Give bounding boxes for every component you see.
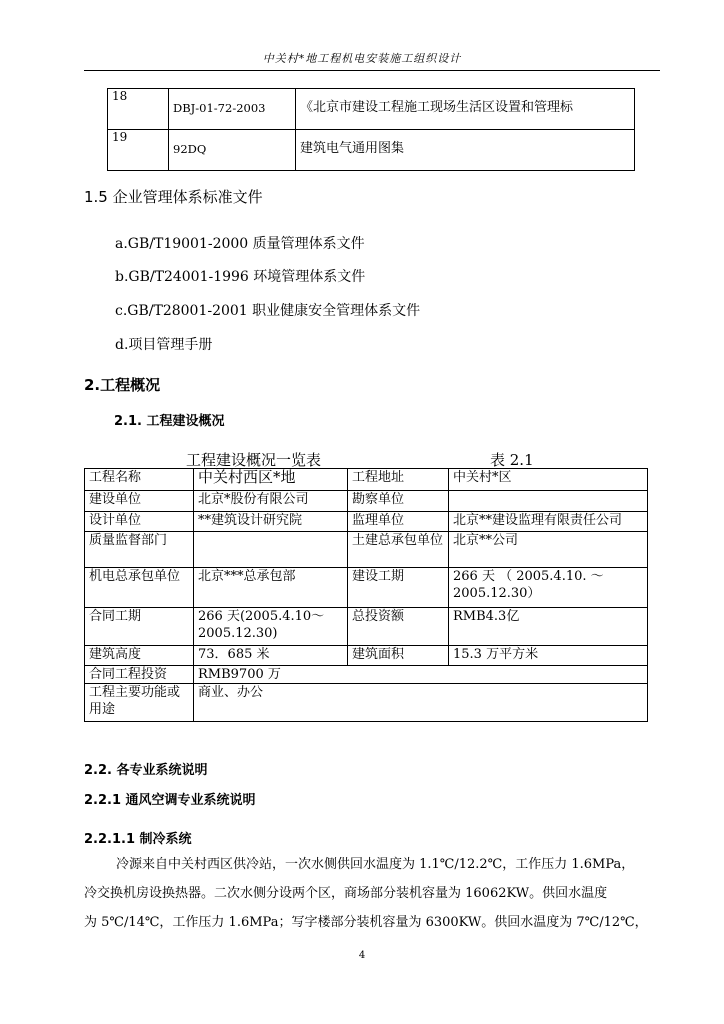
table-row [85, 532, 648, 568]
value-cell: 15.3 万平方米 [449, 646, 648, 666]
table-row [85, 666, 648, 684]
section-heading-1-5: 1.5 企业管理体系标准文件 [84, 188, 263, 206]
value-cell: **建筑设计研究院 [194, 512, 348, 532]
standard-code: 92DQ [169, 130, 296, 171]
standard-title: 建筑电气通用图集 [296, 130, 635, 171]
value-cell: 266 天 （ 2005.4.10. ～ 2005.12.30） [449, 568, 648, 608]
value-cell: 北京*股份有限公司 [194, 491, 348, 512]
table-row [85, 646, 648, 666]
label-cell: 监理单位 [348, 512, 449, 532]
section-heading-2-1: 2.1. 工程建设概况 [114, 414, 225, 429]
value-cell: RMB4.3亿 [449, 608, 648, 646]
label-cell: 工程主要功能或用途 [85, 684, 194, 722]
standard-code: DBJ-01-72-2003 [169, 89, 296, 130]
standard-title: 《北京市建设工程施工现场生活区设置和管理标 [296, 89, 635, 130]
value-cell: 中关村西区*地 [194, 469, 348, 491]
table-row [85, 491, 648, 512]
label-cell: 工程名称 [85, 469, 194, 491]
value-cell: 266 天(2005.4.10～ 2005.12.30) [194, 608, 348, 646]
value-cell: 中关村*区 [449, 469, 648, 491]
label-cell: 合同工期 [85, 608, 194, 646]
table-caption: 工程建设概况一览表 [186, 451, 322, 469]
value-cell [449, 491, 648, 512]
table-row [108, 89, 635, 130]
standards-table [107, 88, 635, 171]
label-cell: 工程地址 [348, 469, 449, 491]
table-row [108, 130, 635, 171]
section-heading-2-2-1-1: 2.2.1.1 制冷系统 [84, 832, 192, 847]
label-cell: 土建总承包单位 [348, 532, 449, 568]
table-row [85, 512, 648, 532]
list-item: c.GB/T28001-2001 职业健康安全管理体系文件 [115, 303, 421, 319]
label-cell: 机电总承包单位 [85, 568, 194, 608]
value-cell: 北京***总承包部 [194, 568, 348, 608]
label-cell: 建筑面积 [348, 646, 449, 666]
value-cell: 商业、办公 [194, 684, 648, 722]
label-cell: 合同工程投资 [85, 666, 194, 684]
table-row [85, 608, 648, 646]
label-cell: 质量监督部门 [85, 532, 194, 568]
paragraph-line: 冷交换机房设换热器。二次水侧分设两个区，商场部分装机容量为 16062KW。供回水温度 [84, 886, 608, 901]
table-row [85, 469, 648, 491]
label-cell: 总投资额 [348, 608, 449, 646]
section-heading-2-2-1: 2.2.1 通风空调专业系统说明 [84, 793, 256, 808]
row-number: 18 [108, 89, 169, 130]
value-cell: 73．685 米 [194, 646, 348, 666]
label-cell: 建设工期 [348, 568, 449, 608]
label-cell: 建设单位 [85, 491, 194, 512]
table-row [85, 568, 648, 608]
section-heading-2-2: 2.2. 各专业系统说明 [84, 763, 208, 778]
value-cell: RMB9700 万 [194, 666, 648, 684]
page-number: 4 [358, 950, 366, 961]
row-number: 19 [108, 130, 169, 171]
value-cell: 北京**建设监理有限责任公司 [449, 512, 648, 532]
page-header-title: 中关村*地工程机电安装施工组织设计 [262, 52, 462, 65]
paragraph-line: 为 5℃/14℃，工作压力 1.6MPa；写字楼部分装机容量为 6300KW。供回水温度为 7℃/12℃， [84, 915, 648, 930]
overview-table [84, 468, 648, 722]
table-number: 表 2.1 [490, 451, 534, 469]
label-cell: 设计单位 [85, 512, 194, 532]
value-cell [194, 532, 348, 568]
paragraph-line: 冷源来自中关村西区供冷站，一次水侧供回水温度为 1.1℃/12.2℃，工作压力 1.6MPa， [116, 857, 635, 872]
label-cell: 勘察单位 [348, 491, 449, 512]
table-row [85, 684, 648, 722]
list-item: b.GB/T24001-1996 环境管理体系文件 [115, 269, 366, 285]
section-heading-2: 2.工程概况 [84, 376, 161, 394]
label-cell: 建筑高度 [85, 646, 194, 666]
header-divider [84, 70, 660, 71]
list-item: d.项目管理手册 [115, 337, 213, 353]
value-cell: 北京**公司 [449, 532, 648, 568]
list-item: a.GB/T19001-2000 质量管理体系文件 [115, 236, 365, 252]
